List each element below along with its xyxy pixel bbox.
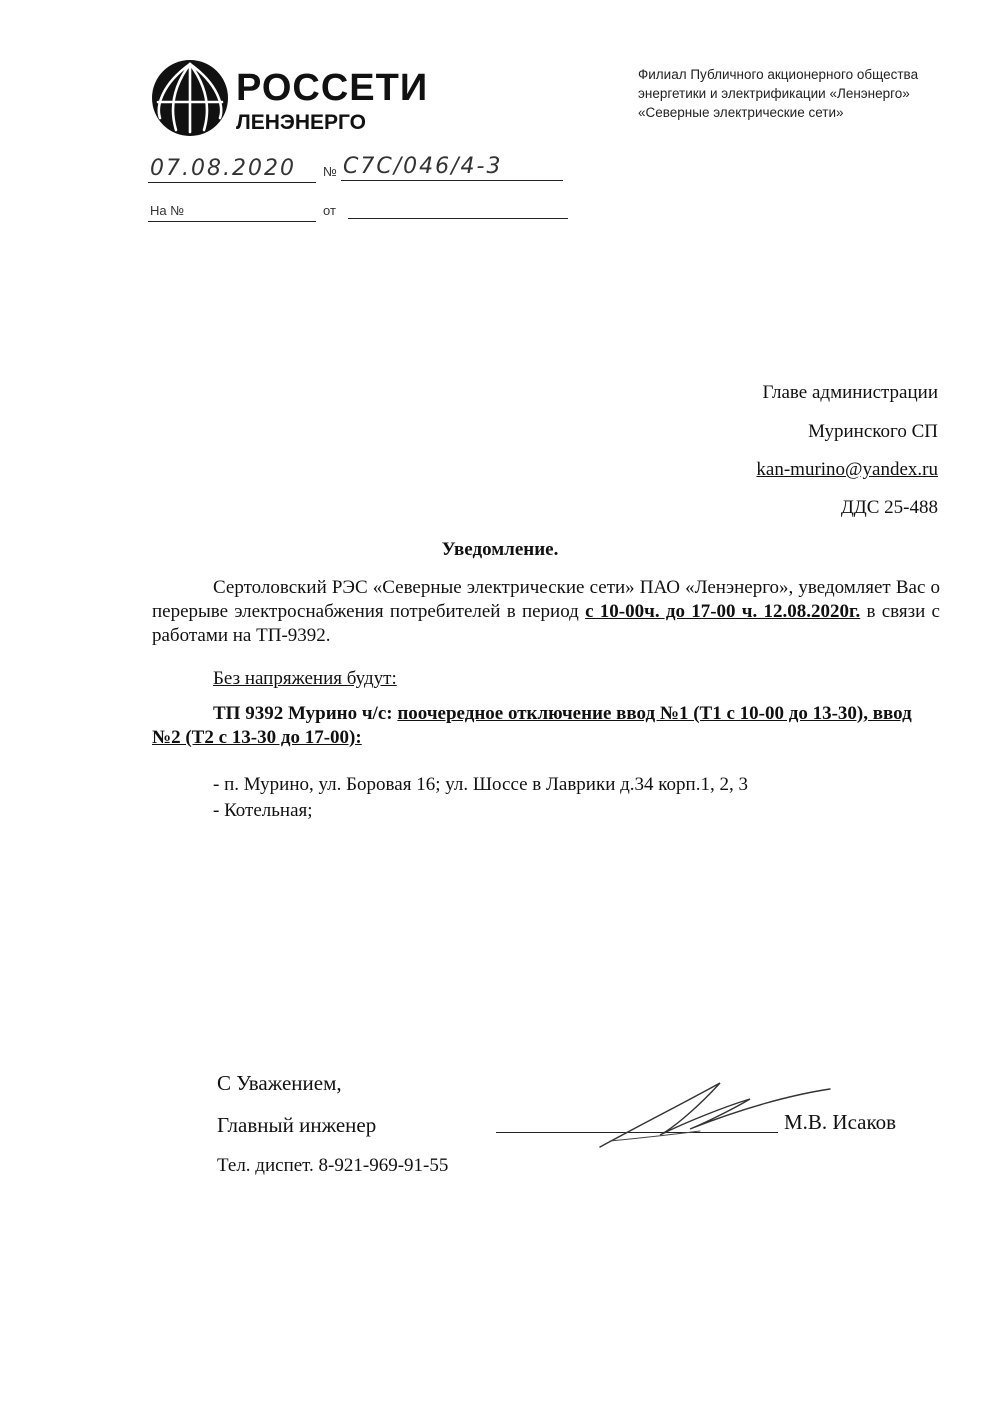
no-voltage-heading: Без напряжения будут: bbox=[213, 668, 397, 689]
organization-block bbox=[638, 65, 958, 122]
document-title: Уведомление. bbox=[441, 539, 559, 560]
number-underline bbox=[341, 180, 563, 181]
brand-subname: ЛЕНЭНЕРГО bbox=[236, 111, 366, 134]
registration-number: С7С/046/4-3 bbox=[343, 154, 503, 179]
brand-name: РОССЕТИ bbox=[236, 67, 429, 109]
notice-text-end: в связи с работами на ТП-9392. bbox=[152, 601, 940, 646]
substation-schedule: поочередное отключение ввод №1 (Т1 с 10-00 до 13-30), ввод №2 (Т2 с 13-30 до 17-00): bbox=[152, 703, 912, 748]
addressee-organization: Муринского СП bbox=[808, 421, 938, 442]
reference-number-line bbox=[148, 221, 316, 222]
dispatcher-phone: Тел. диспет. 8-921-969-91-55 bbox=[217, 1155, 449, 1176]
signer-position: Главный инженер bbox=[217, 1113, 377, 1137]
affected-address: - п. Мурино, ул. Боровая 16; ул. Шоссе в Лаврики д.34 корп.1, 2, 3 bbox=[213, 774, 748, 795]
addressee-title: Главе администрации bbox=[762, 382, 938, 403]
reference-number-label: На № bbox=[150, 203, 185, 218]
registration-date: 07.08.2020 bbox=[150, 156, 296, 181]
reference-date-label: от bbox=[323, 203, 336, 218]
organization-line: энергетики и электрификации «Ленэнерго» bbox=[638, 86, 910, 101]
addressee-dds: ДДС 25-488 bbox=[840, 497, 938, 518]
organization-line: Филиал Публичного акционерного общества bbox=[638, 67, 919, 82]
signer-name: М.В. Исаков bbox=[784, 1110, 897, 1134]
rosseti-logo-mark bbox=[150, 58, 230, 138]
substation-block bbox=[152, 702, 942, 750]
reference-date-line bbox=[348, 218, 568, 219]
affected-address: - Котельная; bbox=[213, 800, 313, 821]
substation-name: ТП 9392 Мурино ч/с: bbox=[213, 703, 398, 724]
addressee-email: kan-murino@yandex.ru bbox=[756, 459, 938, 480]
date-underline bbox=[148, 182, 316, 183]
closing-phrase: С Уважением, bbox=[217, 1071, 342, 1095]
notice-text: Сертоловский РЭС «Северные электрические сети» ПАО «Ленэнерго», уведомляет Вас о перерыве электроснабжения потребителей в период bbox=[152, 577, 940, 622]
organization-line: «Северные электрические сети» bbox=[638, 105, 844, 120]
notice-paragraph bbox=[152, 576, 940, 648]
registration-number-label: № bbox=[323, 164, 337, 179]
outage-period: с 10-00ч. до 17-00 ч. 12.08.2020г. bbox=[585, 601, 861, 622]
